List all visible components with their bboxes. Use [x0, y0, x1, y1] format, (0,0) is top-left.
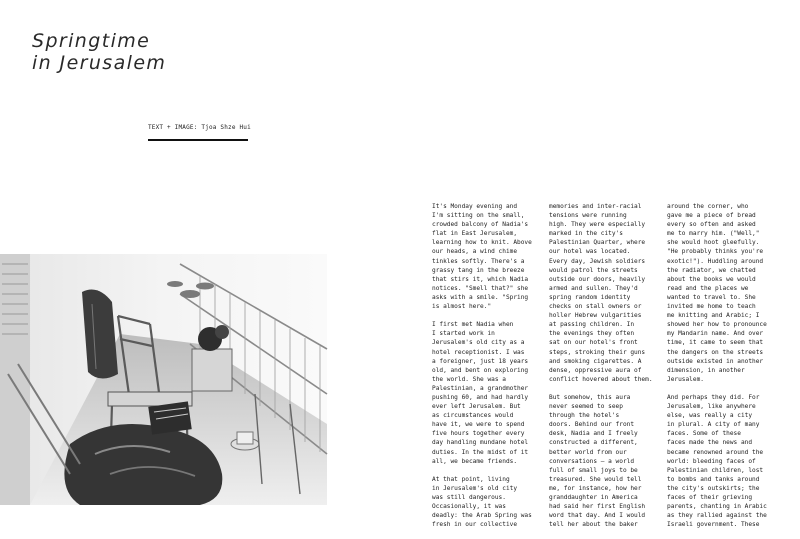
paragraph: around the corner, who gave me a piece of bread every so often and asked me to marry him. ("Well," she would hoot gleefully. "He probably thinks you're exotic!"). Huddling around the radiator, we chatted about the books we would read and the places we wanted to travel to. She invited me home to teach me knitting and Arabic; I showed her how to pronounce my Mandarin name. And over time, it came to seem that the dangers on the streets outside existed in another dimension, in another Jerusalem.	[667, 203, 767, 383]
article-body	[432, 202, 772, 529]
paragraph: memories and inter-racial tensions were running high. They were especially marked in the city's Palestinian Quarter, where our hotel was located. Every day, Jewish soldiers would patrol the streets outside our doors, heavily armed and sullen. They'd spring random identity checks on stall owners or holler Hebrew vulgarities at passing children. In the evenings they often sat on our hotel's front steps, stroking their guns and smoking cigarettes. A dense, oppressive aura of conflict hovered about them.	[549, 203, 653, 383]
text-column-2	[549, 202, 653, 529]
article-title	[32, 30, 166, 74]
title-line-1: Springtime	[32, 30, 151, 52]
title-line-2: in Jerusalem	[32, 52, 167, 74]
text-column-1	[432, 202, 536, 529]
paragraph: But somehow, this aura never seemed to seep through the hotel's doors. Behind our front desk, Nadia and I freely constructed a different, better world from our conversations – a world full of small joys to be treasured. She would tell me, for instance, how her granddaughter in America had said her first English word that day. And I would tell her about the baker	[549, 393, 646, 529]
article-credit: TEXT + IMAGE: Tjoa Shze Hui	[148, 124, 248, 141]
text-column-3	[667, 202, 771, 529]
paragraph: I first met Nadia when I started work in Jerusalem's old city as a hotel receptionist. I was a foreigner, just 18 years old, and bent on exploring the world. She was a Palestinian, a grandmother pushing 60, and had hardly ever left Jerusalem. But as circumstances would have it, we were to spend five hours together every day handling mundane hotel duties. In the midst of it all, we became friends.	[432, 321, 529, 465]
balcony-photo	[0, 254, 327, 505]
paragraph: And perhaps they did. For Jerusalem, like anywhere else, was really a city in plural. A city of many faces. Some of these faces made the news and became renowned around the world: bleeding faces of Palestinian children, lost to bombs and tanks around the city's outskirts; the faces of their grieving parents, chanting in Arabic as they rallied against the Israeli government. These	[667, 393, 767, 529]
balcony-photo-image	[0, 254, 327, 505]
paragraph: It's Monday evening and I'm sitting on the small, crowded balcony of Nadia's flat in East Jerusalem, learning how to knit. Above our heads, a wind chime tinkles softly. There's a grassy tang in the breeze that stirs it, which Nadia notices. "Smell that?" she asks with a smile. "Spring is almost here."	[432, 203, 532, 311]
paragraph: At that point, living in Jerusalem's old city was still dangerous. Occasionally, it was deadly: the Arab Spring was fresh in our collective	[432, 475, 532, 529]
